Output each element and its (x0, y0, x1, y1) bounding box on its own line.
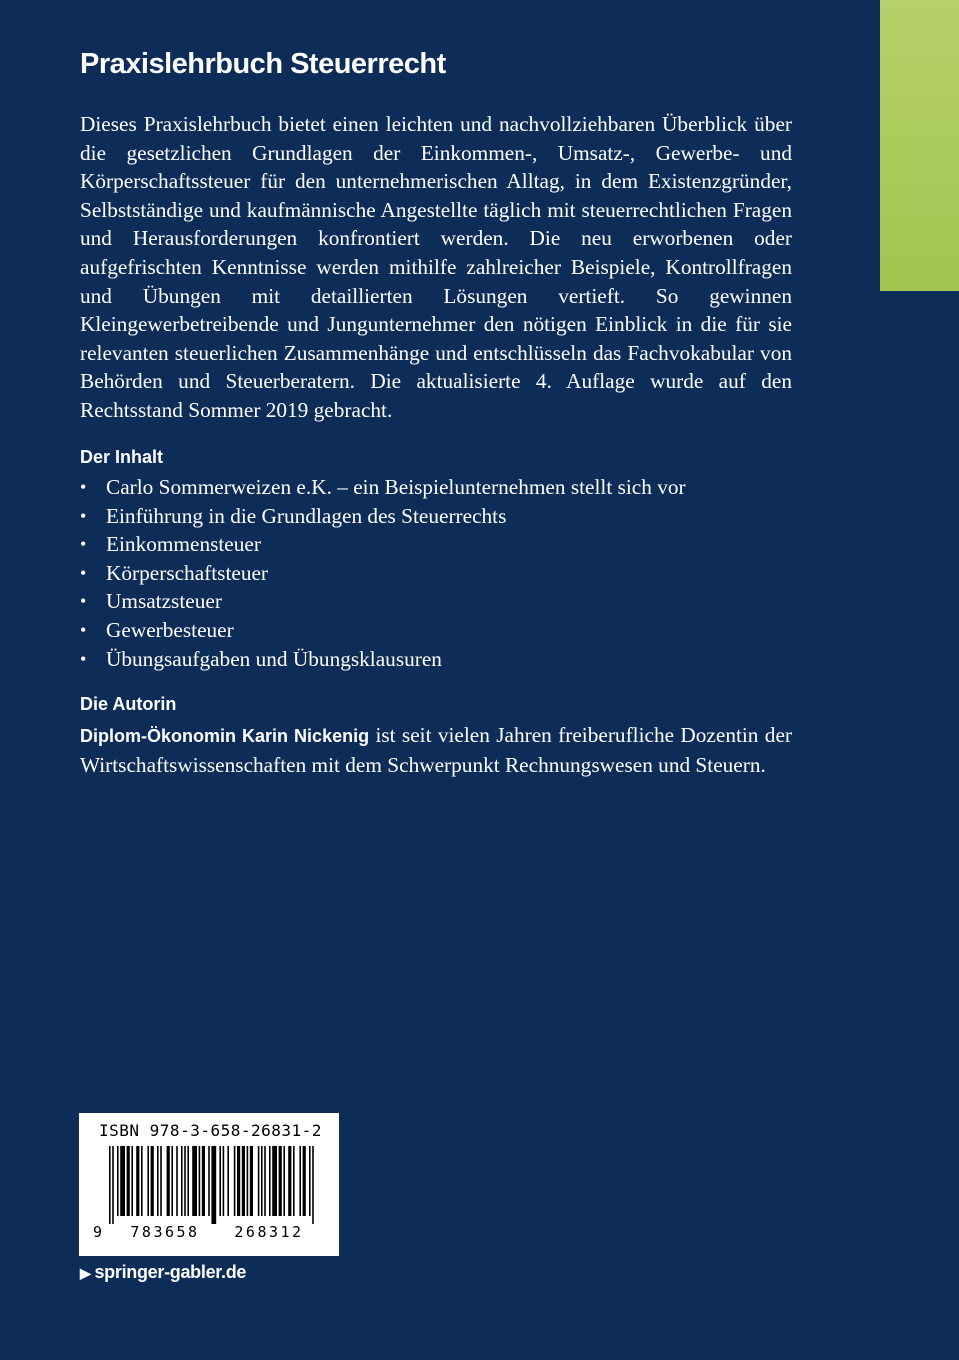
bullet-icon: • (80, 619, 87, 640)
barcode-bar (117, 1146, 119, 1216)
barcode-bar (272, 1146, 277, 1216)
barcode-bar (151, 1146, 154, 1216)
barcode-bar (247, 1146, 249, 1216)
list-item: • Körperschaftsteuer (80, 559, 686, 588)
list-item: • Einführung in die Grundlagen des Steuerrechts (80, 502, 686, 531)
barcode-bar (299, 1146, 301, 1216)
barcode-bar (227, 1146, 229, 1216)
bullet-icon: • (80, 477, 87, 497)
back-cover-content (80, 44, 792, 425)
barcode-bar (223, 1146, 225, 1216)
barcode-bar (141, 1146, 143, 1216)
bullet-icon: • (80, 562, 87, 583)
barcode-bar (147, 1146, 149, 1216)
barcode-bar (192, 1146, 197, 1216)
barcode-bar (109, 1146, 111, 1224)
book-blurb: Dieses Praxislehrbuch bietet einen leichten und nachvollziehbaren Überblick über die gesetzlichen Grundlagen der Einkommen-, Umsatz-, Gewerbe- und Körperschaftssteuer für den unternehmerischen Alltag, in dem Existenzgründer, Selbstständige und kaufmännische Angestellte täglich mit steuerrechtlichen Fragen und Herausforderungen konfrontiert werden. Die neu erworbenen oder aufgefrischten Kenntnisse werden mithilfe zahlreicher Beispiele, Kontrollfragen und Übungen mit detaillierten Lösungen vertieft. So gewinnen Kleingewerbetreibende und Jungunternehmer den nötigen Einblick in die für sie relevanten steuerlichen Zusammenhänge und entschlüsseln das Fachvokabular von Behörden und Steuerberatern. Die aktualisierte 4. Auflage wurde auf den Rechtsstand Sommer 2019 gebracht. (80, 112, 792, 422)
barcode-bar (181, 1146, 183, 1216)
barcode-bar (120, 1146, 125, 1216)
barcode-bar (237, 1146, 240, 1216)
author-heading: Die Autorin (80, 694, 177, 714)
barcode-bar (208, 1146, 210, 1216)
contents-heading: Der Inhalt (80, 447, 164, 467)
barcode-bar (288, 1146, 291, 1216)
publisher-url: springer-gabler.de (94, 1262, 247, 1282)
barcode-bar (219, 1146, 221, 1216)
list-item: • Carlo Sommerweizen e.K. – ein Beispielunternehmen stellt sich vor (80, 473, 686, 502)
list-item: • Umsatzsteuer (80, 587, 686, 616)
barcode-digits (93, 1223, 323, 1241)
barcode-bar (269, 1146, 271, 1216)
barcode-bar (136, 1146, 139, 1216)
barcode-bar (258, 1146, 260, 1216)
list-item: • Gewerbesteuer (80, 616, 686, 645)
barcode-bar (202, 1146, 205, 1216)
barcode-bar (261, 1146, 263, 1216)
barcode-bar (250, 1146, 253, 1216)
arrow-right-icon: ▶ (80, 1265, 91, 1281)
barcode-bar (283, 1146, 285, 1216)
barcode-bar (234, 1146, 236, 1216)
author-bio (80, 721, 792, 779)
barcode-bar (167, 1146, 170, 1216)
book-title: Praxislehrbuch Steuerrecht (80, 48, 446, 80)
isbn-barcode (79, 1113, 339, 1256)
bullet-icon: • (80, 648, 87, 669)
barcode-bar (211, 1146, 216, 1224)
bullet-icon: • (80, 534, 87, 555)
barcode-bar (157, 1146, 159, 1216)
bullet-icon: • (80, 505, 87, 526)
isbn-label: ISBN 978-3-658-26831-2 (99, 1121, 322, 1140)
barcode-bar (131, 1146, 133, 1216)
barcode-bar (112, 1146, 114, 1224)
barcode-digit-left: 783658 (130, 1223, 200, 1241)
barcode-bars (95, 1146, 323, 1224)
barcode-bar (176, 1146, 178, 1216)
contents-list (80, 473, 686, 673)
barcode-bar (293, 1146, 295, 1216)
barcode-bar (242, 1146, 245, 1216)
list-item: • Übungsaufgaben und Übungsklausuren (80, 645, 686, 674)
barcode-bar (160, 1146, 162, 1216)
publisher-link[interactable] (80, 1262, 246, 1283)
barcode-bar (187, 1146, 189, 1216)
barcode-bar (309, 1146, 311, 1216)
barcode-bar (199, 1146, 201, 1216)
barcode-bar (171, 1146, 173, 1216)
author-name: Diplom-Ökonomin Karin Nickenig (80, 726, 370, 746)
barcode-bar (312, 1146, 314, 1224)
barcode-digit-prefix: 9 (93, 1223, 103, 1241)
accent-bar (880, 0, 959, 291)
barcode-bar (264, 1146, 266, 1216)
barcode-bar (303, 1146, 306, 1216)
barcode-digit-right: 268312 (234, 1223, 304, 1241)
barcode-bar (279, 1146, 282, 1216)
list-item: • Einkommensteuer (80, 530, 686, 559)
author-bio-text: ist seit vielen Jahren freiberufliche Dozentin der Wirtschaftswissenschaften mit dem Schwerpunkt Rechnungswesen und Steuern. (80, 723, 793, 777)
barcode-bar (184, 1146, 186, 1216)
barcode-bar (127, 1146, 130, 1216)
bullet-icon: • (80, 591, 87, 612)
